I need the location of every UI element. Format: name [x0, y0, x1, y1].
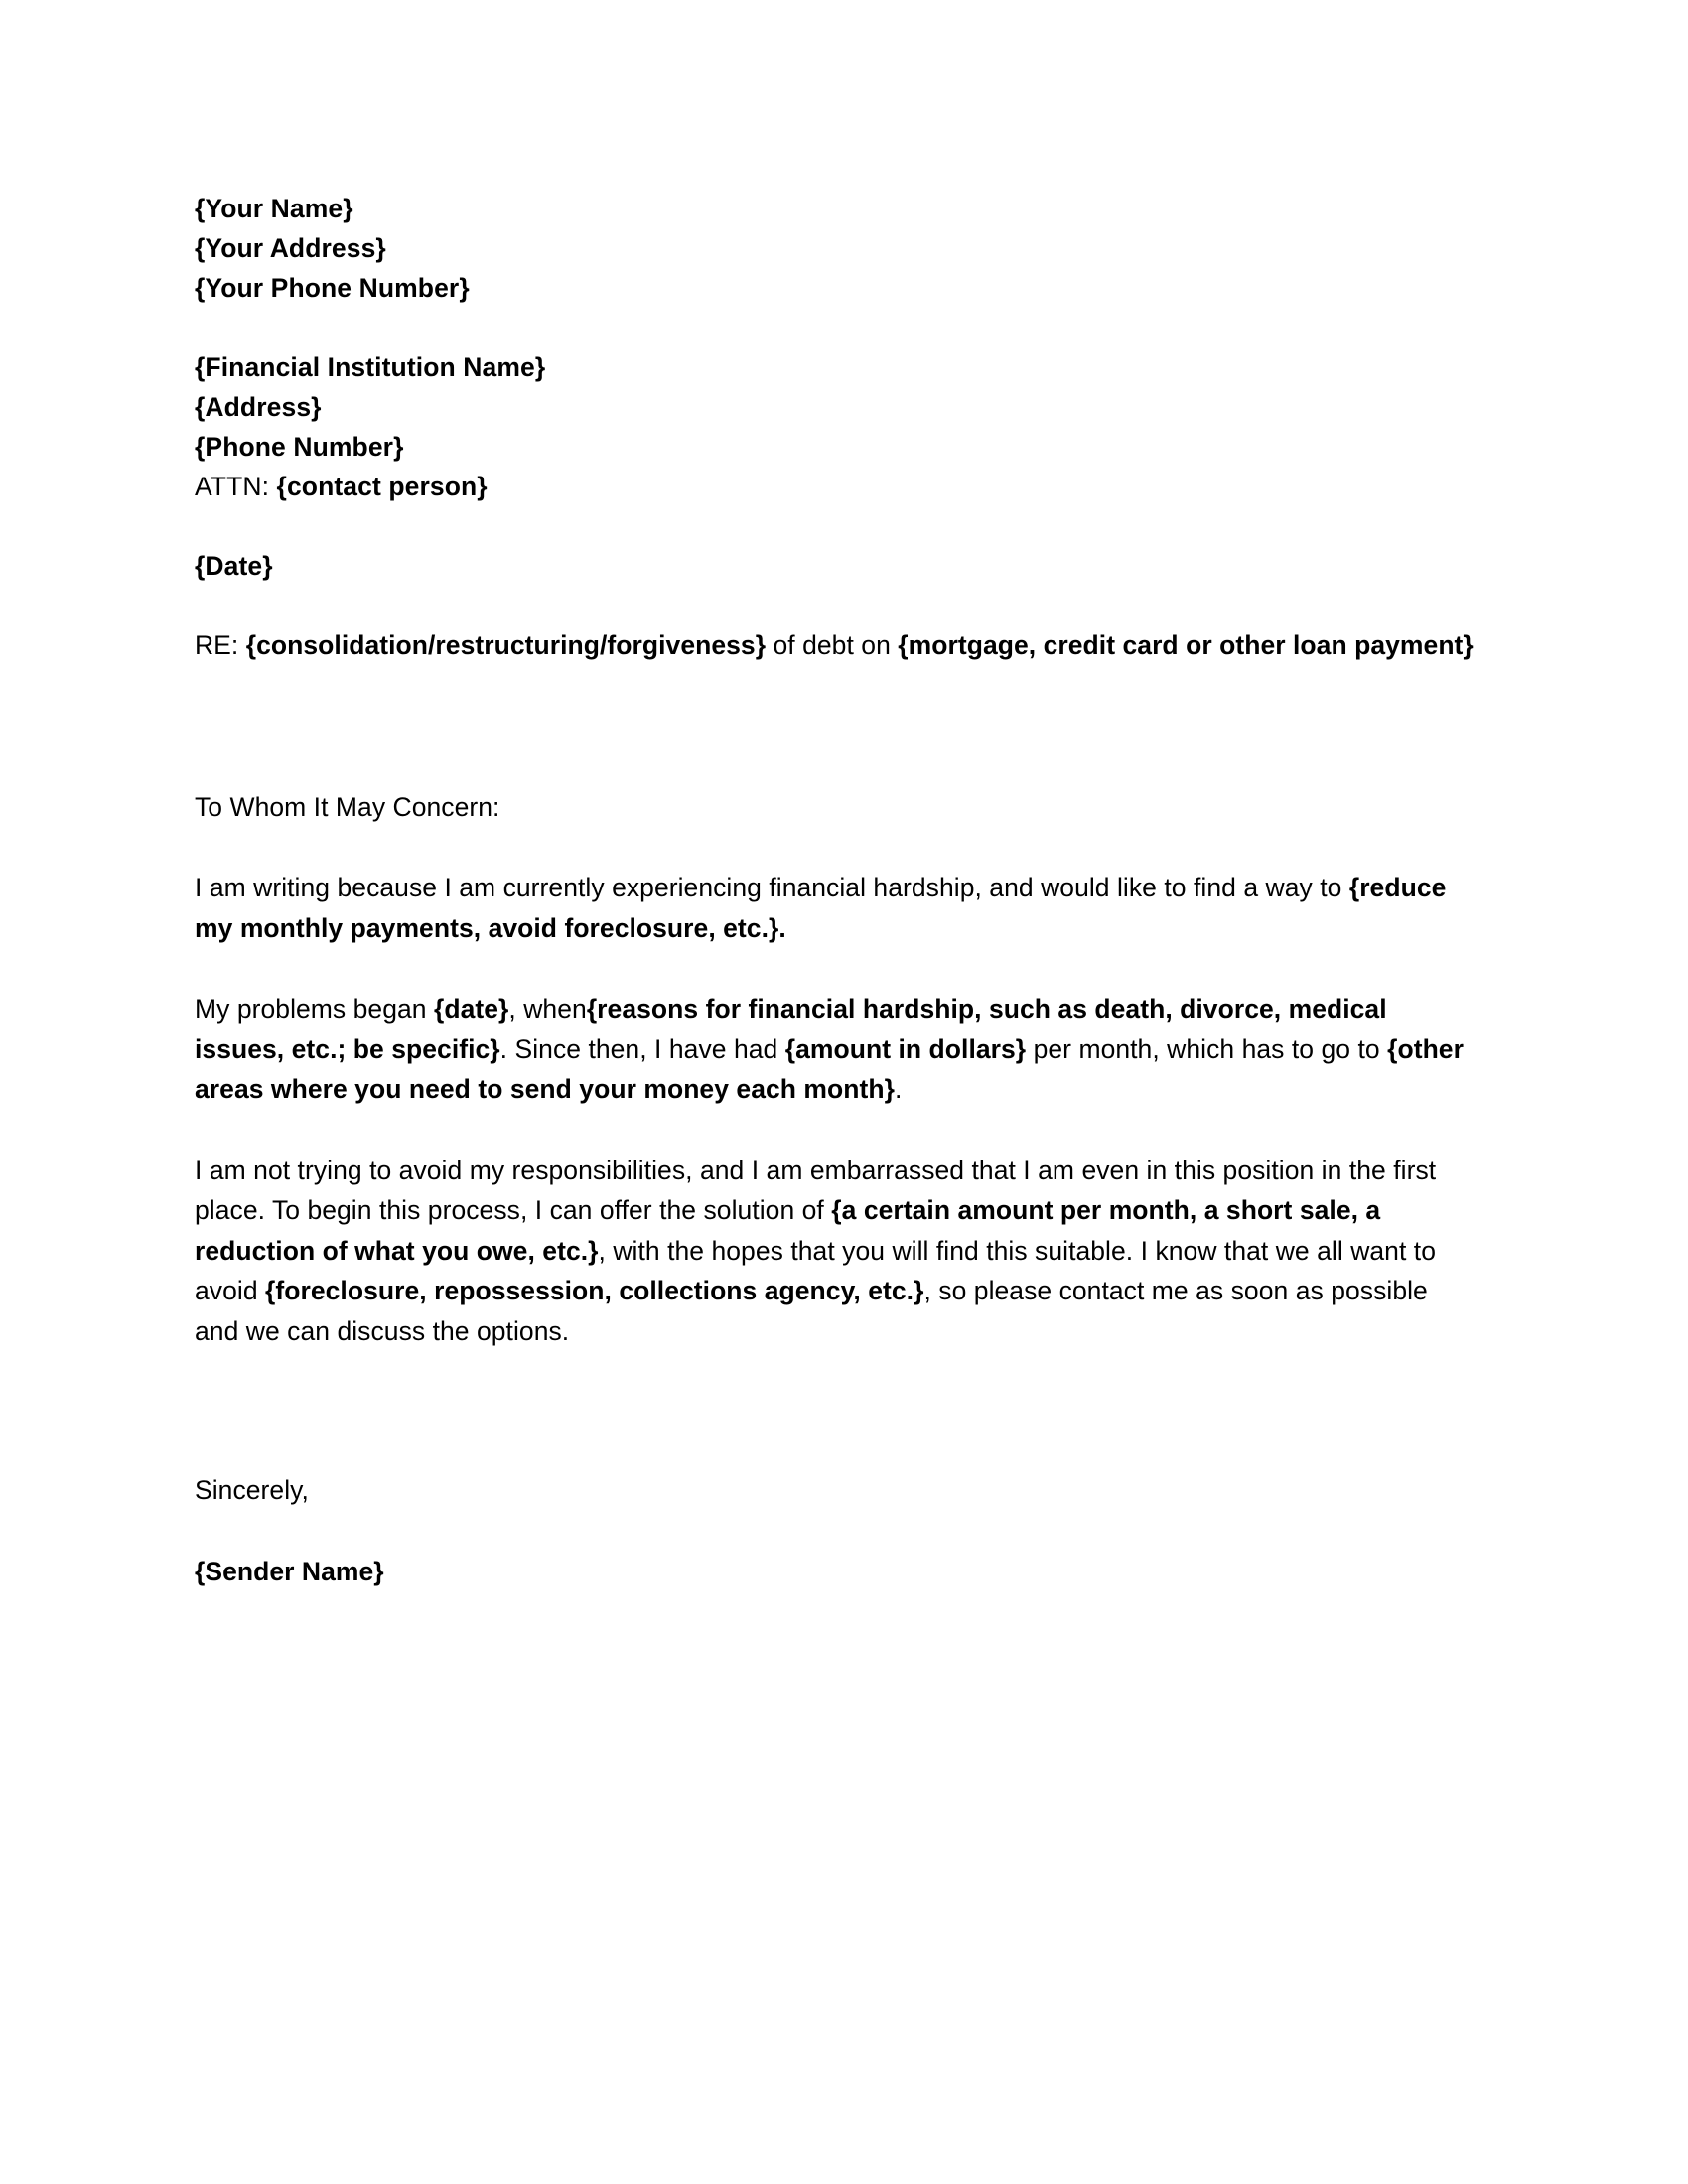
spacer-after-recipient — [195, 506, 1476, 546]
recipient-institution-line: {Financial Institution Name} — [195, 352, 546, 382]
salutation-line: To Whom It May Concern: — [195, 791, 500, 822]
sender-phone-line: {Your Phone Number} — [195, 273, 470, 303]
text-run: My problems began — [195, 994, 434, 1024]
spacer-after-sender — [195, 308, 1476, 347]
text-run: , with the hopes that you will find this suitable. I know that we all want to avoid — [195, 1235, 1436, 1305]
placeholder-run: {other areas where you need to send your money each month} — [195, 1033, 1464, 1104]
text-run: , when — [508, 994, 587, 1024]
subject-prefix: RE: — [195, 630, 246, 660]
placeholder-run: {foreclosure, repossession, collections agency, etc.} — [265, 1276, 924, 1305]
attn-value: {contact person} — [276, 472, 488, 501]
paragraph — [195, 1151, 1476, 1352]
sender-address-block — [195, 189, 1476, 308]
spacer-before-closing — [195, 1351, 1476, 1470]
text-run: per month, which has to go to — [1026, 1033, 1388, 1064]
placeholder-run: {amount in dollars} — [784, 1033, 1027, 1064]
sender-address-line: {Your Address} — [195, 233, 386, 263]
subject-middle: of debt on — [766, 630, 899, 660]
spacer-after-salutation — [195, 827, 1476, 868]
spacer-before-signature — [195, 1511, 1476, 1552]
spacer-between-paragraphs — [195, 1110, 1476, 1151]
spacer-after-date — [195, 586, 1476, 625]
paragraph — [195, 868, 1476, 948]
placeholder-run: {reduce my monthly payments, avoid foreclosure, etc.}. — [195, 873, 1447, 943]
text-run: I am not trying to avoid my responsibilities, and I am embarrassed that I am even in this position in the first place. To begin this process, I can offer the solution of — [195, 1155, 1437, 1225]
placeholder-run: {date} — [434, 994, 509, 1024]
paragraph — [195, 989, 1476, 1110]
attn-label: ATTN: — [195, 472, 277, 501]
recipient-address-block — [195, 347, 1476, 506]
recipient-phone-line: {Phone Number} — [195, 432, 404, 462]
text-run: , so please contact me as soon as possible and we can discuss the options. — [195, 1276, 1428, 1346]
text-run: I am writing because I am currently experiencing financial hardship, and would like to find a way to — [195, 873, 1349, 902]
text-run: . — [895, 1074, 903, 1104]
attn-line — [195, 467, 1476, 506]
closing-line: Sincerely, — [195, 1475, 309, 1505]
signature-line: {Sender Name} — [195, 1556, 384, 1586]
subject-placeholder-two: {mortgage, credit card or other loan payment} — [898, 630, 1474, 660]
body-paragraphs — [195, 868, 1476, 1351]
date-line: {Date} — [195, 551, 273, 581]
placeholder-run: {reasons for financial hardship, such as death, divorce, medical issues, etc.; be specific} — [195, 994, 1387, 1064]
sender-name-line: {Your Name} — [195, 194, 353, 223]
letter-body — [195, 189, 1476, 1591]
subject-line — [195, 625, 1476, 666]
spacer-between-paragraphs — [195, 948, 1476, 989]
placeholder-run: {a certain amount per month, a short sale, a reduction of what you owe, etc.} — [195, 1195, 1381, 1266]
recipient-address-line: {Address} — [195, 392, 322, 422]
text-run: . Since then, I have had — [499, 1033, 785, 1064]
subject-placeholder-one: {consolidation/restructuring/forgiveness} — [245, 630, 767, 660]
spacer-before-salutation — [195, 666, 1476, 787]
